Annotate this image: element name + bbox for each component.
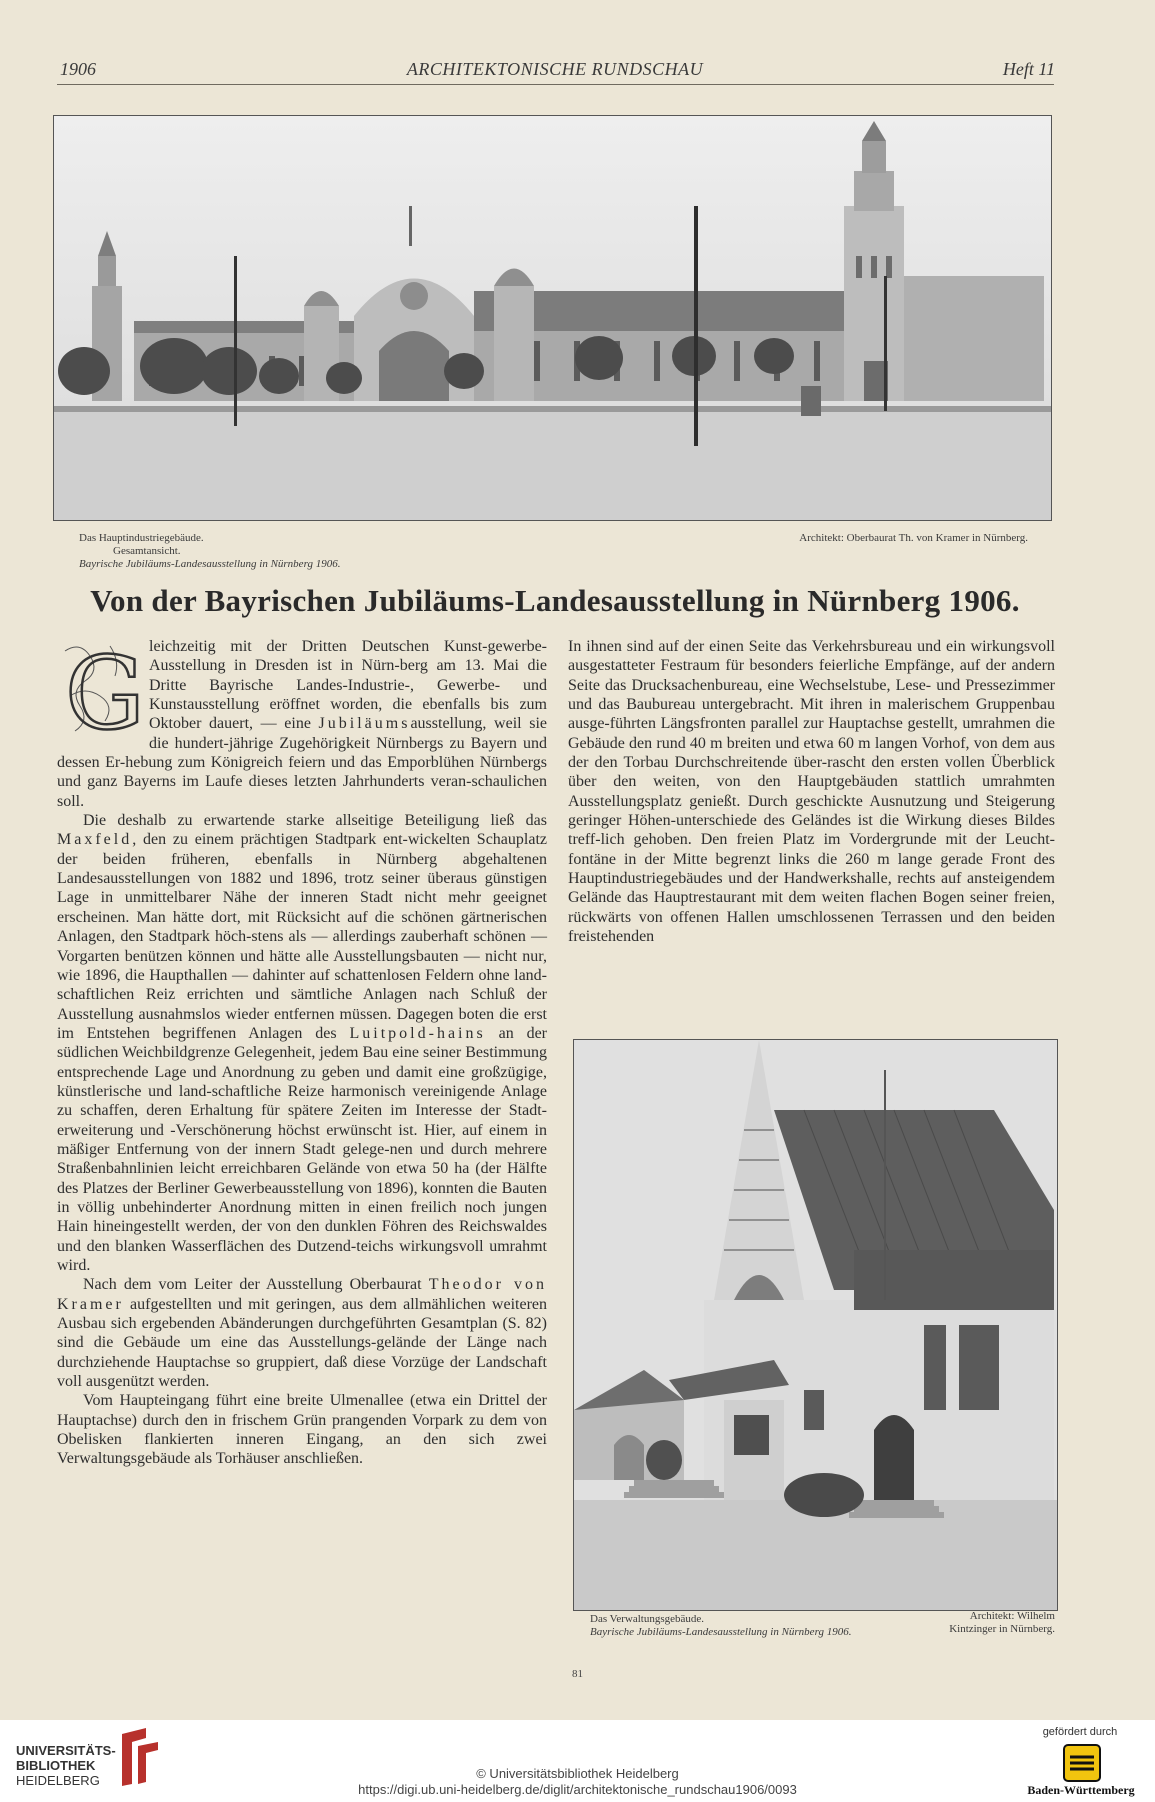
paragraph-2-emphasis-2: Luitpold-hains [349, 1024, 486, 1042]
figure1-caption-subtitle: Gesamtansicht. [113, 545, 181, 557]
paragraph-1-text-a: leichzeitig mit der Dritten Deutschen Kunst-gewerbe-Ausstellung in Dresden ist in Nürn-berg am 13. Mai die Dritte Bayrische Landes-Industrie-, Gewerbe- und Kunstausstellung eröffnet worden, die ebenfalls bis zum Oktober dauert, — eine [149, 638, 547, 733]
paragraph-2-emphasis: Maxfeld [57, 831, 133, 849]
baden-wuerttemberg-crest-icon[interactable] [1062, 1743, 1102, 1783]
article-column-right [568, 637, 1055, 947]
figure2-caption-title: Das Verwaltungsgebäude. [590, 1613, 705, 1625]
paragraph-1-emphasis: Jubiläums [318, 715, 411, 733]
header-year: 1906 [60, 59, 96, 79]
paragraph-2-text-c: an der südlichen Weichbildgrenze Gelegenheit, jedem Bau eine seiner Bestimmung entsprechende Lage und Anordnung zu geben und damit eine großzügige, künstlerische und land-schaftliche Reize harmonisch vereinigende Anlage zu schaffen, deren Erhaltung für spätere Zeiten im Interesse der Stadt-erweiterung und -Verschönerung höchst erwünscht ist. Hier, auf einem in mäßiger Entfernung von der innern Stadt gelege-nen und durch mehrere Straßenbahnlinien leicht erreichbaren Gelände von etwa 50 ha (der Hälfte des Platzes der Berliner Gewerbeausstellung von 1896), konnten die Bauten in völlig unbehinderter Anordnung mitten in einen freilich noch jungen Hain hineingestellt werden, der von den dunklen Föhren des Reichswaldes und den blanken Wasserflächen des Dutzend-teichs wirkungsvoll umrahmt wird. [57, 1024, 548, 1274]
header-journal: ARCHITEKTONISCHE RUNDSCHAU [406, 59, 704, 79]
running-header [55, 59, 1055, 83]
paragraph-3-emphasis: Theodor von Kramer [57, 1276, 548, 1313]
source-url-link[interactable]: https://digi.ub.uni-heidelberg.de/diglit/architektonische_rundschau1906/0093 [358, 1782, 797, 1797]
figure2-caption-architect-line2: Kintzinger in Nürnberg. [949, 1623, 1055, 1635]
paragraph-5: In ihnen sind auf der einen Seite das Verkehrsbureau und ein wirkungsvoll ausgestatteter Festraum für besonders feierliche Empfänge, auf der andern Seite das Drucksachenbureau, eine Wechselstube, Lese- und Pressezimmer und das Baubureau untergebracht. Mit ihren in malerischem Gruppenbau ausge-führten Längsfronten parallel zur Hauptachse gestellt, umrahmen die Gebäude den rund 40 m breiten und etwa 60 m langen Vorhof, von dem aus der den Torbau Durchschreitende über-rascht den ersten vollen Überblick über den weiten, von den Hauptgebäuden stattlich umrahmten Ausstellungsplatz genießt. Durch geschickte Ausnutzung und Steigerung geringer Höhen-unterschiede des Geländes ist die Wirkung dieses Bildes treff-lich gehoben. Den freien Platz im Vordergrunde mit der Leucht-fontäne in der Mitte begrenzt links die 260 m lange gerade Front des Hauptindustriegebäudes und der Handwerkshalle, rechts auf ansteigendem Gelände das Hauptrestaurant mit dem weiten flachen Bogen seiner freien, rückwärts von offenen Hallen umschlossenen Terrassen und den beiden freistehenden [568, 638, 1055, 946]
page-number: 81 [572, 1668, 583, 1680]
drop-cap-space [57, 637, 149, 747]
header-rule [57, 84, 1054, 85]
library-name-line3: HEIDELBERG [16, 1773, 100, 1788]
paragraph-3-text-a: Nach dem vom Leiter der Ausstellung Oberbaurat [83, 1276, 429, 1294]
figure-verwaltungsgebaeude [573, 1039, 1058, 1611]
copyright-text: © Universitätsbibliothek Heidelberg [476, 1766, 679, 1781]
figure1-caption-architect: Architekt: Oberbaurat Th. von Kramer in Nürnberg. [799, 532, 1028, 544]
sponsor-label: gefördert durch [1042, 1726, 1118, 1738]
article-column-left [57, 637, 547, 1469]
figure2-caption-architect [880, 1610, 1055, 1636]
paragraph-2 [57, 811, 547, 1275]
figure2-caption-series: Bayrische Jubiläums-Landesausstellung in Nürnberg 1906. [590, 1626, 852, 1638]
figure2-caption-architect-line1: Architekt: Wilhelm [969, 1610, 1055, 1622]
paragraph-3 [57, 1275, 547, 1391]
paragraph-1 [57, 637, 547, 811]
figure1-caption-series: Bayrische Jubiläums-Landesausstellung in Nürnberg 1906. [79, 558, 341, 570]
figure-hauptindustriegebaeude [53, 115, 1052, 521]
library-name-line2: BIBLIOTHEK [16, 1758, 96, 1773]
svg-text:G: G [65, 636, 145, 746]
paragraph-2-text-a: Die deshalb zu erwartende starke allseitige Beteiligung ließ das [83, 812, 547, 830]
paragraph-1-text-b: ausstellung, weil sie die hundert-jährige Zugehörigkeit Nürnbergs zu Bayern und dessen Er-hebung zum Königreich feiern und das Emporblühen Nürnbergs und ganz Bayerns im Laufe dieses letzten Jahrhunderts veran-schaulichen soll. [57, 715, 547, 810]
library-name-line1: UNIVERSITÄTS- [16, 1743, 116, 1758]
header-issue: Heft 11 [1002, 59, 1055, 79]
paragraph-4: Vom Haupteingang führt eine breite Ulmenallee (etwa ein Drittel der Hauptachse) durch den in frischem Grün prangenden Vorpark zu dem von Obelisken flankierten inneren Eingang, an den sich zwei Verwaltungsgebäude als Torhäuser anschließen. [57, 1392, 547, 1468]
figure1-caption-title: Das Hauptindustriegebäude. [79, 532, 204, 544]
article-title: Von der Bayrischen Jubiläums-Landesausstellung in Nürnberg 1906. [90, 583, 1020, 618]
paragraph-3-text-b: aufgestellten und mit geringen, aus dem allmählichen weiteren Ausbau sich ergebenden Abänderungen durchgeführten Gesamtplan (S. 82) sind die Gebäude um eine das Ausstellungs-gelände der Länge nach durchziehende Hauptachse so gruppiert, daß diese Vorzüge der Landschaft voll ausgenützt werden. [57, 1295, 547, 1391]
figure2-caption-left [590, 1613, 910, 1639]
copyright-block [0, 1766, 1155, 1798]
paragraph-2-text-b: , den zu einem prächtigen Stadtpark ent-wickelten Schauplatz der beiden früheren, ebenfalls in Nürnberg abgehaltenen Landesausstellungen von 1882 und 1896, trotz seiner überaus günstigen Lage in unmittelbarer Nähe der inneren Stadt nicht mehr geeignet erscheinen. Man hätte dort, mit Rücksicht auf die schönen gärtnerischen Anlagen, den Stadtpark höch-stens als — allerdings zauberhaft schönen — Vorgarten benützen können und hätte alle Ausstellungsbauten — nicht nur, wie 1896, die Haupthallen — dahinter auf schattenlosen Feldern ohne land-schaftlichen Reiz errichten und sämtliche Anlagen nach Schluß der Ausstellung ausnahmslos wieder entfernen müssen. Dagegen boten die erst im Entstehen begriffenen Anlagen des [57, 831, 547, 1042]
figure1-caption-left [79, 532, 459, 571]
sponsor-name: Baden-Württemberg [1027, 1783, 1135, 1797]
